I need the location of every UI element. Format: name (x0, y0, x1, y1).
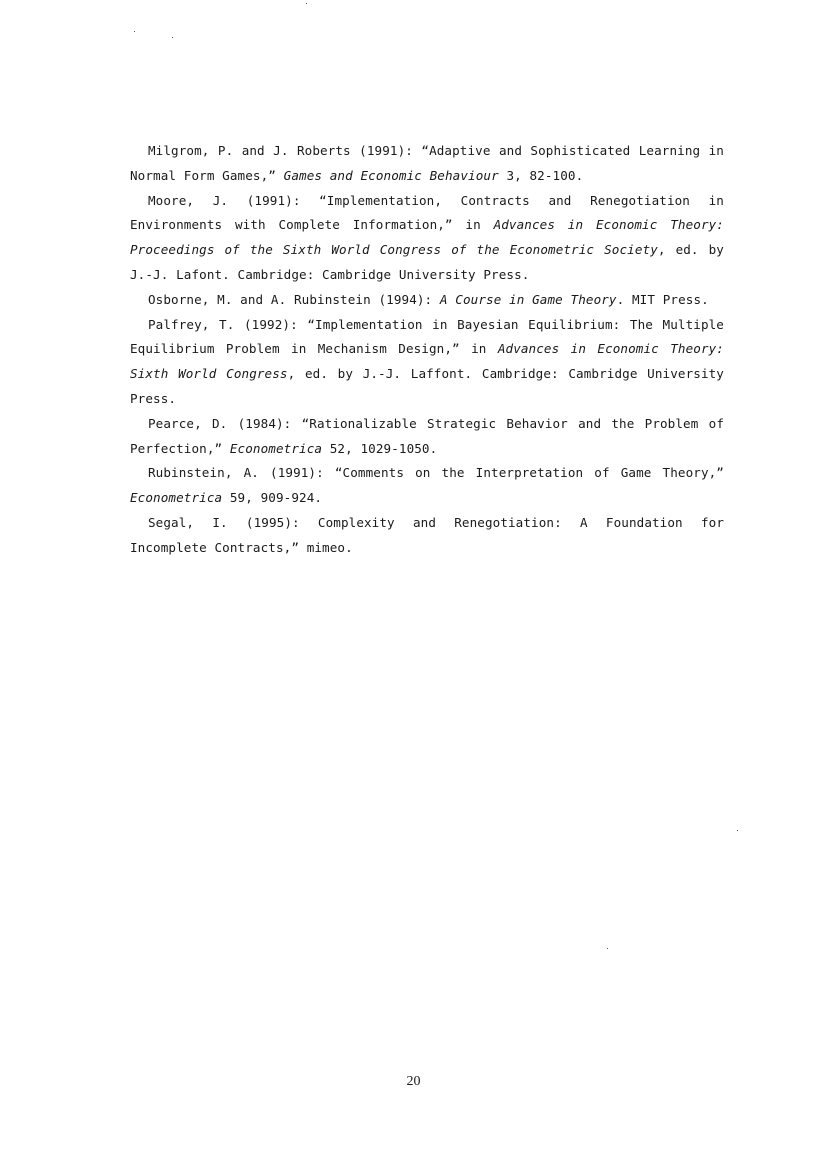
reference-text: Palfrey, T. (1992): “Implementation in Bayesian Equilibrium: The Multiple Equilibrium Problem in Mechanism Design,” in (130, 316, 724, 357)
reference-volume-pages: 59, 909-924. (222, 490, 323, 506)
reference-publisher: , ed. by J.-J. Laffont. Cambridge: Cambridge University Press. (130, 366, 724, 406)
reference-book-title: Advances in Economic Theory: Proceedings of the Sixth World Congress of the Econometric Society (130, 217, 724, 258)
reference-entry (130, 139, 724, 189)
reference-entry (130, 313, 724, 412)
reference-journal: Econometrica (130, 490, 223, 506)
reference-journal: Econometrica (229, 440, 323, 456)
reference-entry (130, 288, 724, 313)
page-number: 20 (406, 1074, 421, 1089)
reference-entry (130, 412, 724, 462)
scan-speck (172, 37, 173, 38)
reference-text: Moore, J. (1991): “Implementation, Contracts and Renegotiation in Environments with Complete Information,” in (130, 192, 724, 233)
reference-book-title: Advances in Economic Theory: Sixth World Congress (130, 341, 724, 382)
reference-text: Milgrom, P. and J. Roberts (1991): “Adaptive and Sophisticated Learning in Normal Form Games,” (130, 143, 724, 183)
reference-entry (130, 189, 724, 288)
scan-speck (737, 830, 738, 831)
scan-speck (607, 948, 608, 949)
reference-text: Rubinstein, A. (1991): “Comments on the Interpretation of Game Theory,” (148, 465, 724, 481)
reference-entry (130, 511, 724, 561)
reference-text: Osborne, M. and A. Rubinstein (1994): (148, 291, 440, 307)
reference-publisher: , ed. by J.-J. Lafont. Cambridge: Cambridge University Press. (130, 242, 724, 282)
reference-text: Pearce, D. (1984): “Rationalizable Strategic Behavior and the Problem of Perfection,” (130, 415, 724, 456)
reference-journal: Games and Economic Behaviour (283, 167, 499, 183)
reference-book-title: A Course in Game Theory (439, 291, 617, 307)
scan-speck (134, 31, 135, 32)
reference-text: Segal, I. (1995): Complexity and Renegotiation: A Foundation for Incomplete Contracts,” mimeo. (130, 514, 724, 555)
reference-volume-pages: 3, 82-100. (498, 167, 584, 183)
reference-volume-pages: 52, 1029-1050. (322, 440, 438, 456)
reference-entry (130, 461, 724, 511)
reference-publisher: . MIT Press. (616, 291, 709, 307)
references-list (130, 139, 724, 561)
scan-speck (306, 3, 307, 4)
